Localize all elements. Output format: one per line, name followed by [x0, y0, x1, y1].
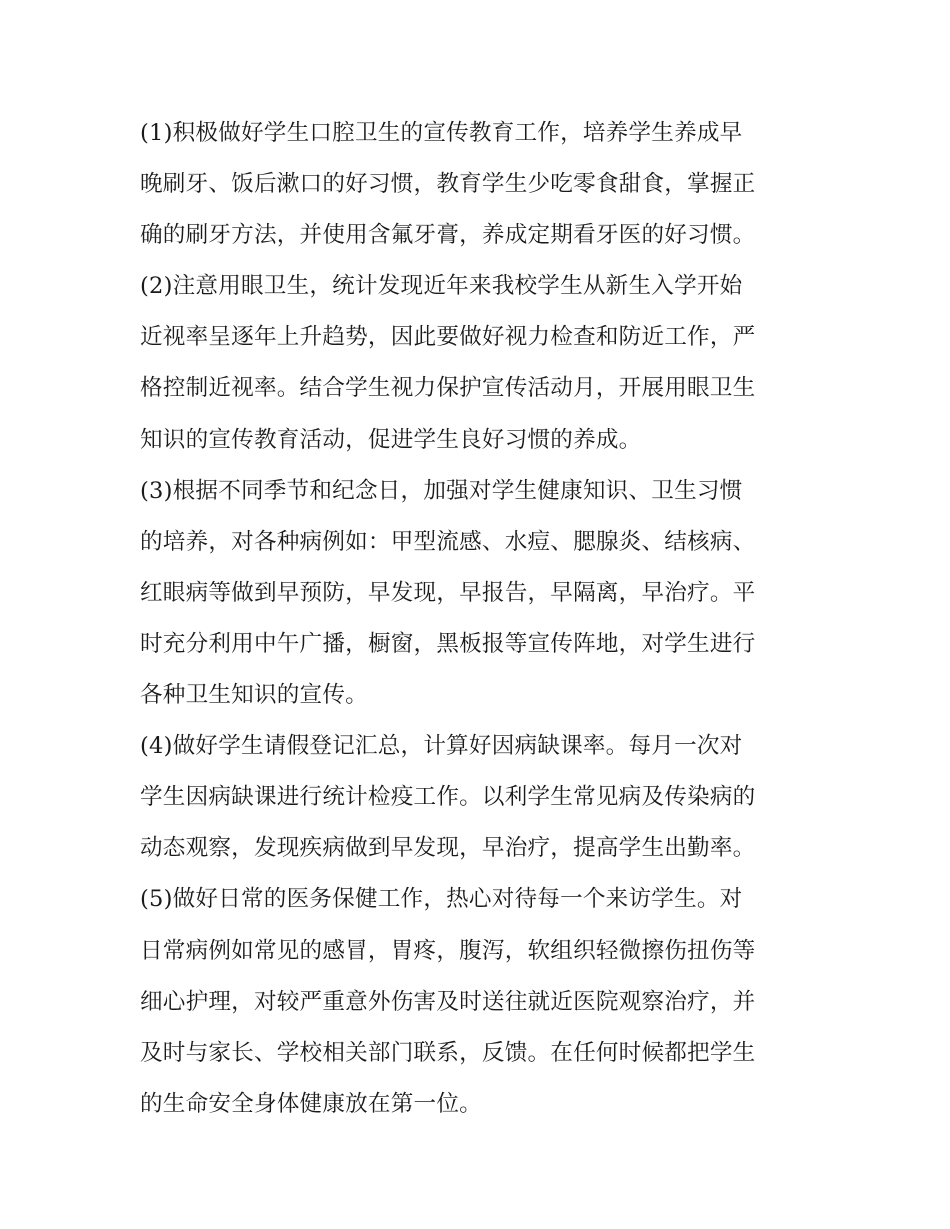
text-line: 动态观察，发现疾病做到早发现，早治疗，提高学生出勤率。 [140, 835, 756, 862]
text-line: 知识的宣传教育活动，促进学生良好习惯的养成。 [140, 426, 642, 453]
text-line: (1)积极做好学生口腔卫生的宣传教育工作，培养学生养成早 [140, 120, 743, 146]
text-line: 学生因病缺课进行统计检疫工作。以利学生常见病及传染病的 [140, 784, 756, 811]
text-line: 确的刷牙方法，并使用含氟牙膏，养成定期看牙医的好习惯。 [140, 222, 756, 249]
text-line: 红眼病等做到早预防，早发现，早报告，早隔离，早治疗。平 [140, 579, 756, 606]
text-line: 细心护理，对较严重意外伤害及时送往就近医院观察治疗，并 [140, 988, 756, 1015]
text-line: 的生命安全身体健康放在第一位。 [140, 1090, 482, 1117]
document-body [140, 108, 812, 1130]
text-line: 晚刷牙、饭后漱口的好习惯，教育学生少吃零食甜食，掌握正 [140, 171, 756, 198]
text-line: 日常病例如常见的感冒，胃疼，腹泻，软组织轻微擦伤扭伤等 [140, 937, 756, 964]
text-line: (2)注意用眼卫生，统计发现近年来我校学生从新生入学开始 [140, 273, 743, 300]
text-line: (5)做好日常的医务保健工作，热心对待每一个来访学生。对 [140, 886, 743, 913]
text-line: 各种卫生知识的宣传。 [140, 682, 368, 709]
text-line: 近视率呈逐年上升趋势，因此要做好视力检查和防近工作，严 [140, 324, 756, 351]
text-line: 时充分利用中午广播，橱窗，黑板报等宣传阵地，对学生进行 [140, 630, 756, 657]
text-line: 及时与家长、学校相关部门联系，反馈。在任何时候都把学生 [140, 1039, 756, 1066]
text-line: 的培养，对各种病例如：甲型流感、水痘、腮腺炎、结核病、 [140, 528, 756, 555]
text-line: (3)根据不同季节和纪念日，加强对学生健康知识、卫生习惯 [140, 477, 743, 504]
text-line: (4)做好学生请假登记汇总，计算好因病缺课率。每月一次对 [140, 733, 743, 760]
text-line: 格控制近视率。结合学生视力保护宣传活动月，开展用眼卫生 [140, 375, 756, 402]
